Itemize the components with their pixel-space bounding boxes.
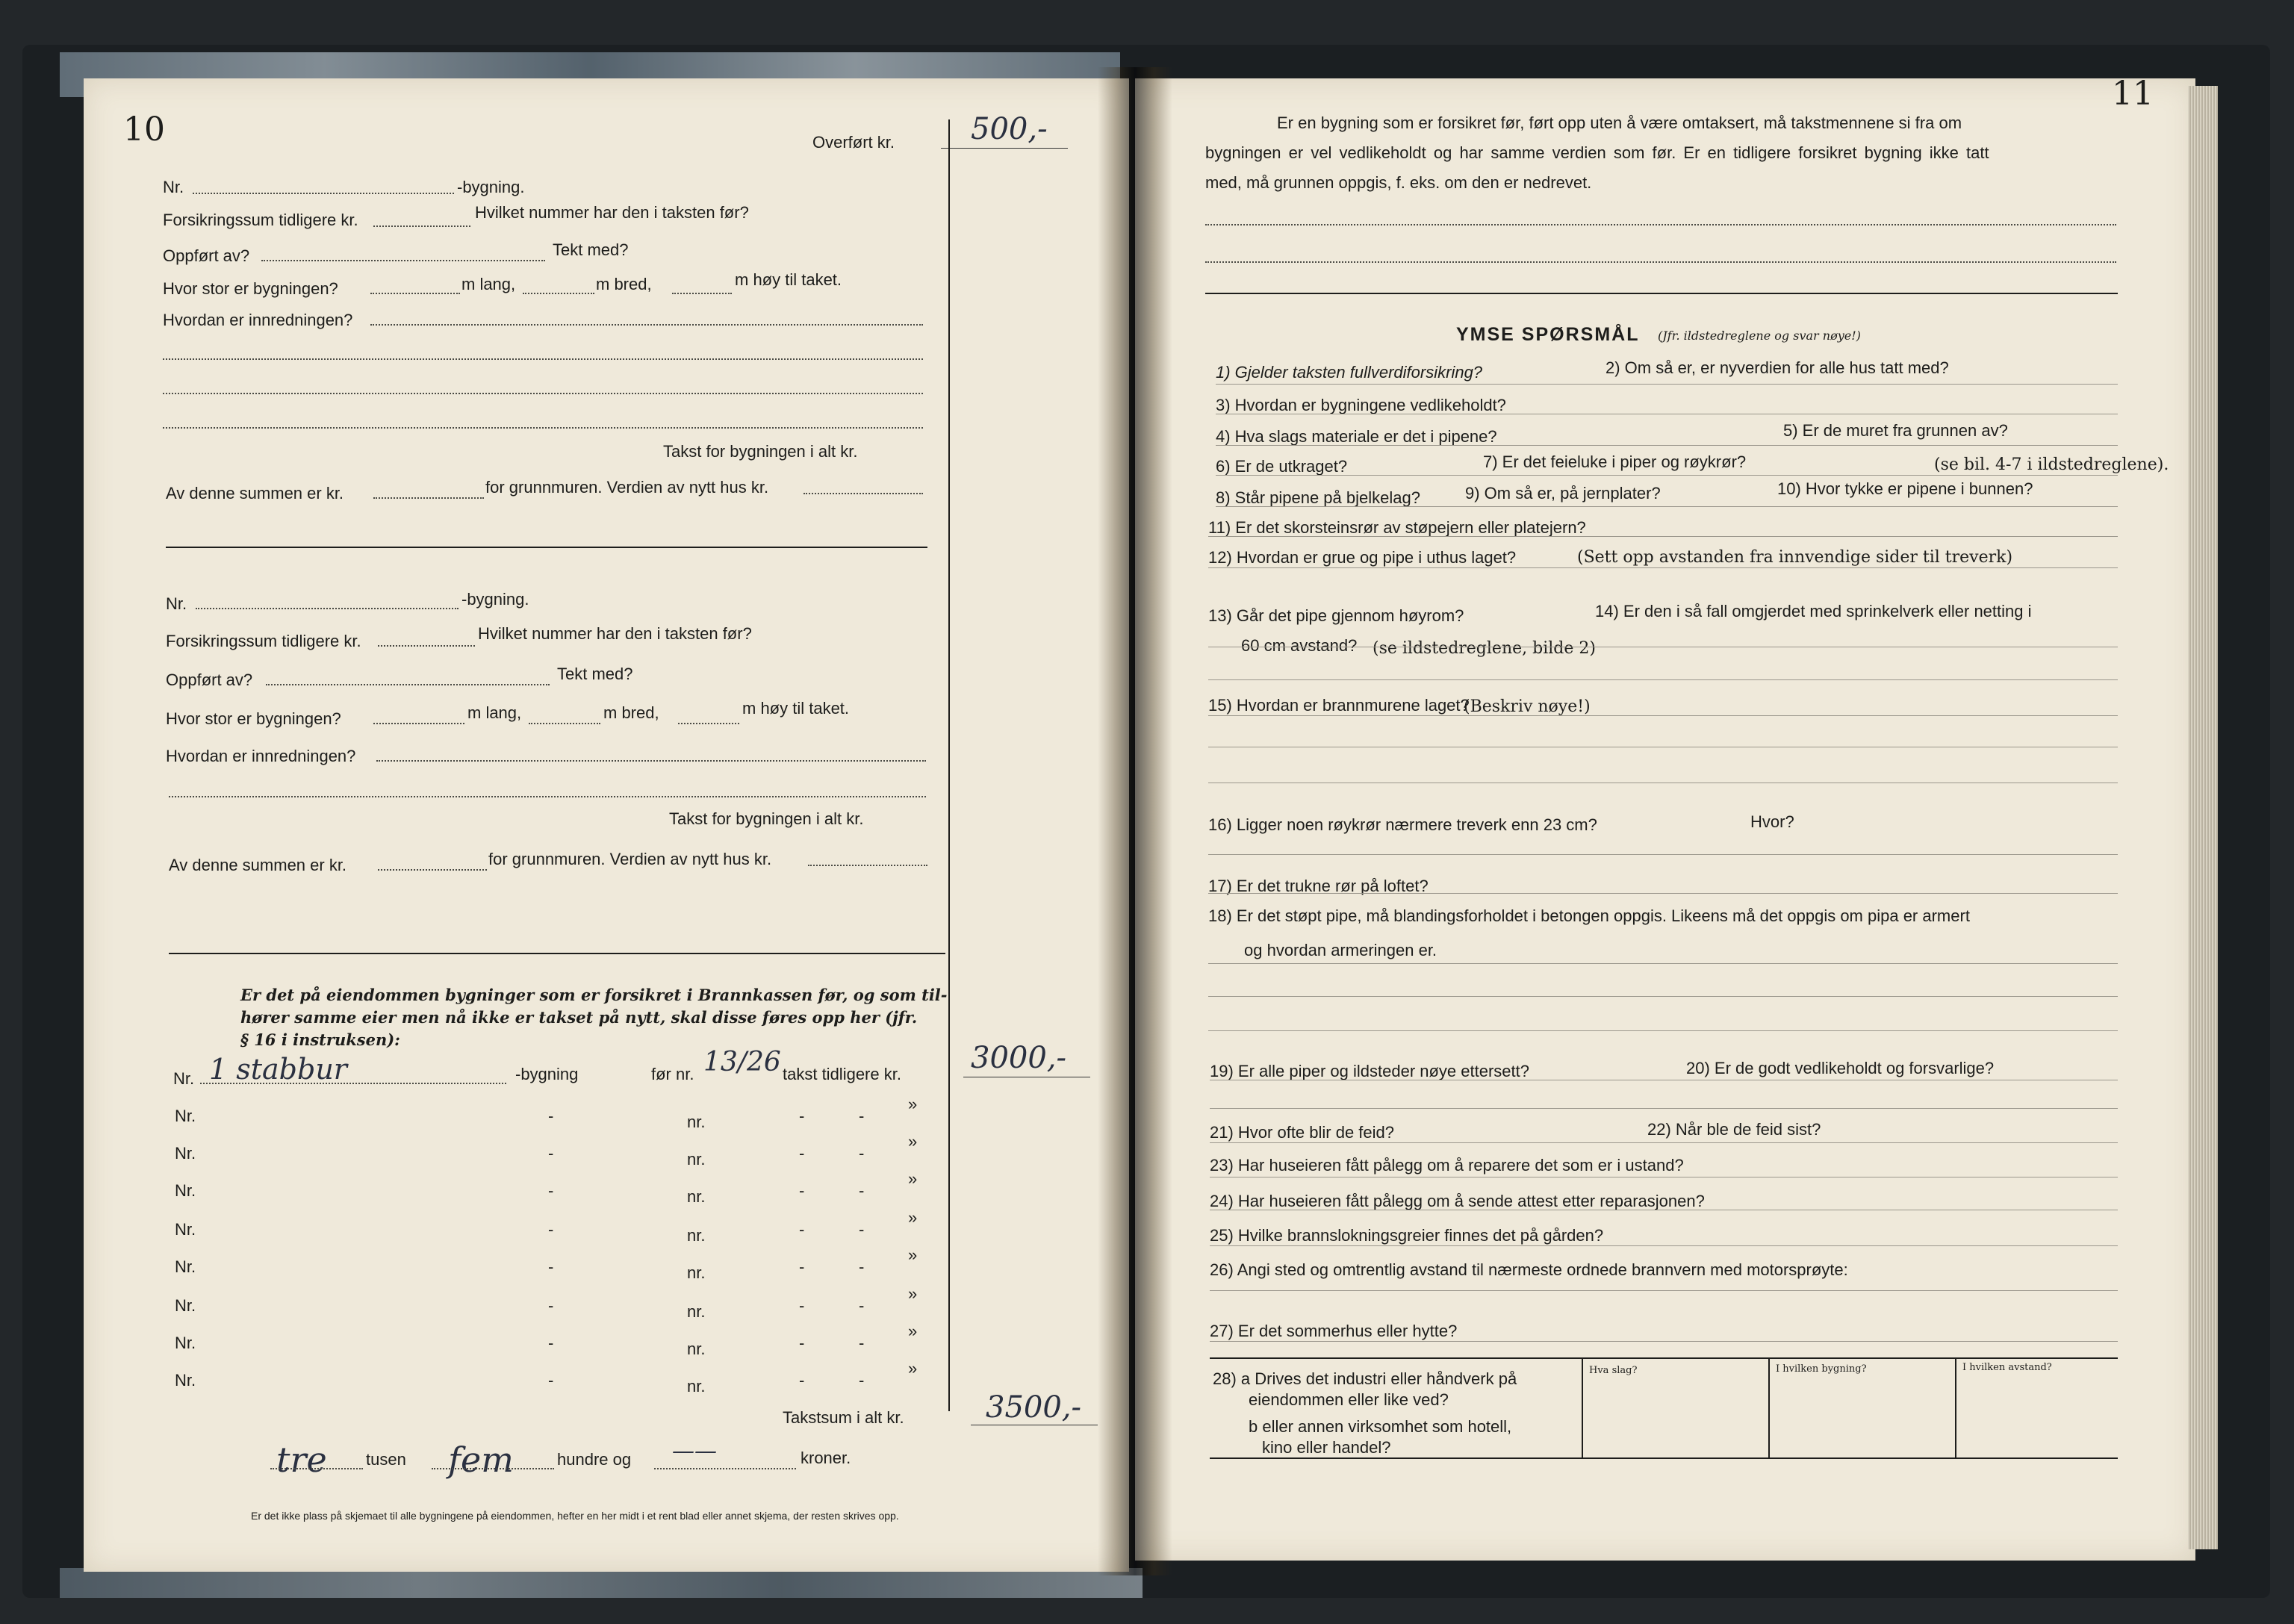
- takstsum-value: 3500,-: [986, 1390, 1082, 1425]
- row-nr-2: Nr.: [175, 1107, 196, 1125]
- tape-bottom: [60, 1568, 1143, 1598]
- question-q26: 26) Angi sted og omtrentlig avstand til nærmeste ordnede brannvern med motorsprøyte:: [1210, 1260, 1848, 1279]
- q28-col3: I hvilken avstand?: [1962, 1362, 2052, 1373]
- row-dash2-5: -: [799, 1220, 805, 1239]
- sum-hand-kroner: ——: [672, 1438, 717, 1464]
- question-q6: 6) Er de utkraget?: [1216, 457, 1348, 476]
- row-nr2-3: nr.: [687, 1150, 706, 1169]
- b2-takst: Takst for bygningen i alt kr.: [669, 809, 864, 828]
- b2-innredningen: Hvordan er innredningen?: [166, 747, 356, 765]
- question-q14-note: (se ildstedreglene, bilde 2): [1373, 639, 1596, 658]
- notice-line-2: hører samme eier men nå ikke er takset på nytt, skal disse føres opp her (jfr.: [240, 1008, 918, 1027]
- q28-a2: eiendommen eller like ved?: [1249, 1390, 1449, 1409]
- row-dash-7: -: [548, 1296, 554, 1315]
- intro-line-2: bygningen er vel vedlikeholdt og har samme verdien som før. Er en tidligere forsikret bygning ikke tatt: [1205, 143, 1989, 162]
- q28-col1: Hva slag?: [1589, 1365, 1638, 1376]
- b2-av-denne: Av denne summen er kr.: [169, 856, 347, 874]
- row-nr2-6: nr.: [687, 1263, 706, 1282]
- question-q3: 3) Hvordan er bygningene vedlikeholdt?: [1216, 396, 1506, 414]
- row1-takst-tidligere: takst tidligere kr.: [783, 1065, 901, 1083]
- left-page: [84, 78, 1129, 1572]
- row-nr2-2: nr.: [687, 1113, 706, 1131]
- row-nr-4: Nr.: [175, 1181, 196, 1200]
- row-quote-8: »: [908, 1322, 918, 1340]
- row-dash-8: -: [548, 1334, 554, 1352]
- row-dash3-9: -: [859, 1371, 865, 1390]
- section-note: (Jfr. ildstedreglene og svar nøye!): [1658, 329, 1861, 343]
- row1-hand-name: 1 stabbur: [209, 1053, 347, 1086]
- question-q1: 1) Gjelder taksten fullverdiforsikring?: [1216, 363, 1483, 382]
- b2-nr: Nr.: [166, 594, 187, 613]
- question-q18: 18) Er det støpt pipe, må blandingsforholdet i betongen oppgis. Likeens må det oppgis om pipa er armert: [1208, 906, 1970, 925]
- block-divider-2: [169, 953, 945, 954]
- question-q14b: 60 cm avstand?: [1241, 636, 1358, 655]
- row-nr-8: Nr.: [175, 1334, 196, 1352]
- section-divider: [1205, 293, 2118, 294]
- b1-tekt-med: Tekt med?: [553, 240, 629, 259]
- question-q20: 20) Er de godt vedlikeholdt og forsvarlige?: [1686, 1059, 1995, 1077]
- row-dash3-8: -: [859, 1334, 865, 1352]
- b1-nr: Nr.: [163, 178, 184, 196]
- question-q7-note: (se bil. 4-7 i ildstedreglene).: [1934, 455, 2169, 474]
- question-q12: 12) Hvordan er grue og pipe i uthus laget?: [1208, 548, 1517, 567]
- question-q18b: og hvordan armeringen er.: [1244, 941, 1437, 959]
- sum-tusen: tusen: [366, 1450, 406, 1469]
- question-q11: 11) Er det skorsteinsrør av støpejern eller platejern?: [1208, 518, 1586, 537]
- row-dash-4: -: [548, 1181, 554, 1200]
- row-quote-9: »: [908, 1359, 918, 1378]
- footnote: Er det ikke plass på skjemaet til alle bygningene på eiendommen, hefter en her midt i et rent blad eller annet skjema, der resten skrives opp.: [251, 1510, 899, 1522]
- row-dash-6: -: [548, 1257, 554, 1276]
- row-nr2-5: nr.: [687, 1226, 706, 1245]
- row-quote-2: »: [908, 1095, 918, 1113]
- row-quote-6: »: [908, 1245, 918, 1264]
- b1-hvilket-nummer: Hvilket nummer har den i taksten før?: [475, 203, 749, 222]
- question-q13: 13) Går det pipe gjennom høyrom?: [1208, 606, 1464, 625]
- row-dash2-3: -: [799, 1144, 805, 1163]
- question-q7: 7) Er det feieluke i piper og røykrør?: [1483, 452, 1747, 471]
- row1-nr: Nr.: [173, 1069, 195, 1088]
- b1-takst: Takst for bygningen i alt kr.: [663, 442, 858, 461]
- question-q4: 4) Hva slags materiale er det i pipene?: [1216, 427, 1497, 446]
- question-q5: 5) Er de muret fra grunnen av?: [1783, 421, 2008, 440]
- question-q27: 27) Er det sommerhus eller hytte?: [1210, 1322, 1458, 1340]
- intro-line-1: Er en bygning som er forsikret før, ført opp uten å være omtaksert, må takstmennene si fra om: [1277, 113, 1962, 132]
- b2-oppfort: Oppført av?: [166, 671, 253, 689]
- block-divider: [166, 547, 927, 548]
- question-q12-note: (Sett opp avstanden fra innvendige sider til treverk): [1577, 548, 2013, 567]
- sum-kroner: kroner.: [801, 1449, 851, 1467]
- question-q15: 15) Hvordan er brannmurene laget?: [1208, 696, 1470, 715]
- column-rule: [948, 119, 950, 1411]
- intro-line-3: med, må grunnen oppgis, f. eks. om den er nedrevet.: [1205, 173, 1592, 192]
- question-q16b: Hvor?: [1750, 812, 1794, 831]
- b2-tekt-med: Tekt med?: [557, 665, 633, 683]
- b1-forsikringssum: Forsikringssum tidligere kr.: [163, 211, 358, 229]
- question-q2: 2) Om så er, er nyverdien for alle hus tatt med?: [1606, 358, 1949, 377]
- question-q14: 14) Er den i så fall omgjerdet med sprinkelverk eller netting i: [1595, 602, 2032, 620]
- q28-b: b eller annen virksomhet som hotell,: [1249, 1417, 1512, 1436]
- question-q22: 22) Når ble de feid sist?: [1647, 1120, 1821, 1139]
- row-dash2-4: -: [799, 1181, 805, 1200]
- row1-bygning: -bygning: [515, 1065, 579, 1083]
- row-quote-3: »: [908, 1132, 918, 1151]
- book-gutter: [1098, 67, 1172, 1575]
- row-dash2-7: -: [799, 1296, 805, 1315]
- row-quote-5: »: [908, 1208, 918, 1227]
- row-nr-9: Nr.: [175, 1371, 196, 1390]
- row-dash3-2: -: [859, 1107, 865, 1125]
- row-nr2-8: nr.: [687, 1340, 706, 1358]
- row-dash2-9: -: [799, 1371, 805, 1390]
- question-q24: 24) Har huseieren fått pålegg om å sende attest etter reparasjonen?: [1210, 1192, 1705, 1210]
- row1-hand-value: 3000,-: [971, 1041, 1067, 1075]
- row1-hand-nr: 13/26: [703, 1047, 781, 1077]
- question-q21: 21) Hvor ofte blir de feid?: [1210, 1123, 1395, 1142]
- sum-hand-hundre: fem: [448, 1440, 514, 1480]
- question-q9: 9) Om så er, på jernplater?: [1465, 484, 1661, 503]
- q28-b2: kino eller handel?: [1262, 1438, 1391, 1457]
- b1-m-lang: m lang,: [461, 275, 516, 293]
- b2-m-hoy: m høy til taket.: [742, 699, 850, 718]
- row1-for-nr: før nr.: [651, 1065, 694, 1083]
- b2-hvilket-nummer: Hvilket nummer har den i taksten før?: [478, 624, 752, 643]
- row-dash3-7: -: [859, 1296, 865, 1315]
- row-nr-7: Nr.: [175, 1296, 196, 1315]
- b1-m-bred: m bred,: [596, 275, 652, 293]
- row-nr2-9: nr.: [687, 1377, 706, 1396]
- row-dash3-4: -: [859, 1181, 865, 1200]
- row-quote-4: »: [908, 1169, 918, 1188]
- section-title: YMSE SPØRSMÅL: [1456, 324, 1640, 345]
- b2-bygning: -bygning.: [461, 590, 529, 609]
- row-dash3-3: -: [859, 1144, 865, 1163]
- sum-hand-tusen: tre: [276, 1440, 327, 1480]
- question-q15-note: (Beskriv nøye!): [1464, 697, 1591, 716]
- row-dash-2: -: [548, 1107, 554, 1125]
- row-dash2-6: -: [799, 1257, 805, 1276]
- row-dash3-5: -: [859, 1220, 865, 1239]
- question-q25: 25) Hvilke brannslokningsgreier finnes det på gården?: [1210, 1226, 1604, 1245]
- question-q10: 10) Hvor tykke er pipene i bunnen?: [1777, 479, 2033, 498]
- b2-grunnmuren: for grunnmuren. Verdien av nytt hus kr.: [488, 850, 772, 868]
- b1-innredningen: Hvordan er innredningen?: [163, 311, 353, 329]
- row-dash-9: -: [548, 1371, 554, 1390]
- b1-bygning: -bygning.: [457, 178, 525, 196]
- b2-m-bred: m bred,: [603, 703, 659, 722]
- page-edges: [2188, 86, 2218, 1549]
- row-dash2-2: -: [799, 1107, 805, 1125]
- b1-m-hoy: m høy til taket.: [735, 270, 842, 289]
- b1-grunnmuren: for grunnmuren. Verdien av nytt hus kr.: [485, 478, 769, 497]
- row-nr2-7: nr.: [687, 1302, 706, 1321]
- q28-col2: I hvilken bygning?: [1776, 1363, 1867, 1375]
- sum-hundre: hundre og: [557, 1450, 632, 1469]
- page-number-left: 10: [123, 111, 165, 149]
- takstsum-label: Takstsum i alt kr.: [783, 1408, 904, 1427]
- question-q17: 17) Er det trukne rør på loftet?: [1208, 877, 1429, 895]
- row-nr2-4: nr.: [687, 1187, 706, 1206]
- row-dash2-8: -: [799, 1334, 805, 1352]
- row-nr-5: Nr.: [175, 1220, 196, 1239]
- row-nr-3: Nr.: [175, 1144, 196, 1163]
- overfort-value: 500,-: [971, 112, 1048, 146]
- b2-m-lang: m lang,: [467, 703, 522, 722]
- b1-av-denne: Av denne summen er kr.: [166, 484, 344, 503]
- overfort-label: Overført kr.: [812, 133, 895, 152]
- question-q8: 8) Står pipene på bjelkelag?: [1216, 488, 1420, 507]
- q28-a: 28) a Drives det industri eller håndverk på: [1213, 1369, 1517, 1388]
- row-dash-5: -: [548, 1220, 554, 1239]
- b1-hvor-stor: Hvor stor er bygningen?: [163, 279, 338, 298]
- b2-forsikringssum: Forsikringssum tidligere kr.: [166, 632, 361, 650]
- question-q23: 23) Har huseieren fått pålegg om å reparere det som er i ustand?: [1210, 1156, 1684, 1175]
- page-number-right: 11: [2112, 75, 2154, 113]
- row-nr-6: Nr.: [175, 1257, 196, 1276]
- question-q16: 16) Ligger noen røykrør nærmere treverk enn 23 cm?: [1208, 815, 1597, 834]
- row-dash-3: -: [548, 1144, 554, 1163]
- notice-line-3: § 16 i instruksen):: [240, 1030, 400, 1049]
- question-q19: 19) Er alle piper og ildsteder nøye ettersett?: [1210, 1062, 1530, 1080]
- row-dash3-6: -: [859, 1257, 865, 1276]
- row-quote-7: »: [908, 1284, 918, 1303]
- notice-line-1: Er det på eiendommen bygninger som er forsikret i Brannkassen før, og som til-: [240, 986, 948, 1004]
- b1-oppfort: Oppført av?: [163, 246, 250, 265]
- b2-hvor-stor: Hvor stor er bygningen?: [166, 709, 341, 728]
